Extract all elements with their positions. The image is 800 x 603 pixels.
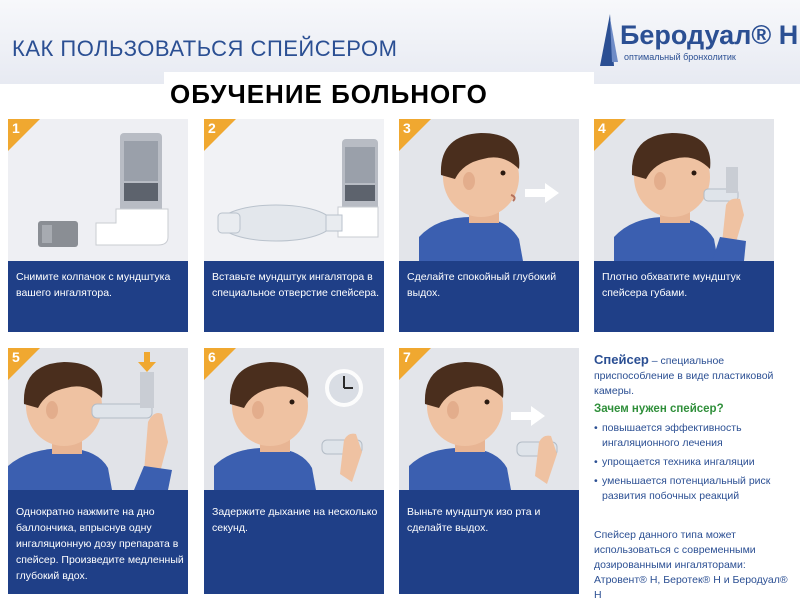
step-text: Сделайте спокойный глубокий выдох. [407, 271, 557, 299]
compatibility-note: Спейсер данного типа может использоваться с современными дозированными ингаляторами: Атровент® Н, Беротек® Н и Беродуал® Н [594, 529, 788, 601]
boy-exhale-photo [399, 119, 579, 261]
step-card-5 [8, 348, 188, 594]
brand-name: Беродуал® Н [620, 20, 799, 50]
step-card-7 [399, 348, 579, 594]
step-number: 1 [12, 120, 20, 136]
step-number: 6 [208, 349, 216, 365]
step-number: 7 [403, 349, 411, 365]
benefit-item: • повышается эффективность ингаляционного лечения [594, 421, 794, 451]
step-text: Задержите дыхание на несколько секунд. [212, 506, 378, 534]
step-number: 5 [12, 349, 20, 365]
boy-remove-mouthpiece-photo [399, 348, 579, 490]
step-card-1 [8, 119, 188, 332]
benefit-item: • уменьшается потенциальный риск развития побочных реакций [594, 474, 794, 504]
step-card-3 [399, 119, 579, 332]
boy-press-canister-photo [8, 348, 188, 490]
sail-logo-icon [596, 12, 620, 68]
benefits-list [594, 421, 794, 504]
step-card-4 [594, 119, 774, 332]
why-spacer-title: Зачем нужен спейсер? [594, 403, 724, 415]
step-text: Снимите колпачок с мундштука вашего ингалятора. [16, 271, 171, 299]
page-title: КАК ПОЛЬЗОВАТЬСЯ СПЕЙСЕРОМ [12, 36, 398, 61]
spacer-assembly-photo [204, 119, 384, 261]
step-text: Плотно обхватите мундштук спейсера губами. [602, 271, 741, 299]
boy-mouthpiece-photo [594, 119, 774, 261]
boy-hold-breath-photo [204, 348, 384, 490]
step-number: 3 [403, 120, 411, 136]
step-number: 4 [598, 120, 606, 136]
brand-logo [596, 12, 799, 72]
brand-tagline: оптимальный бронхолитик [624, 52, 736, 62]
inhaler-cap-photo [8, 119, 188, 261]
why-spacer-section [594, 402, 794, 508]
step-card-2 [204, 119, 384, 332]
benefit-item: • упрощается техника ингаляции [594, 455, 794, 470]
training-banner [164, 72, 594, 114]
step-text: Выньте мундштук изо рта и сделайте выдох. [407, 506, 541, 534]
step-text: Вставьте мундштук ингалятора в специальное отверстие спейсера. [212, 271, 380, 299]
spacer-term: Спейсер [594, 352, 649, 367]
spacer-definition-text: – специальное приспособление в виде пластиковой камеры. [594, 355, 774, 397]
banner-text: ОБУЧЕНИЕ БОЛЬНОГО [170, 79, 488, 109]
step-number: 2 [208, 120, 216, 136]
step-card-6 [204, 348, 384, 594]
spacer-definition [594, 352, 794, 399]
step-text: Однократно нажмите на дно баллончика, впрыснув одну ингаляционную дозу препарата в спейсер. Произведите медленный глубокий вдох. [16, 506, 184, 582]
